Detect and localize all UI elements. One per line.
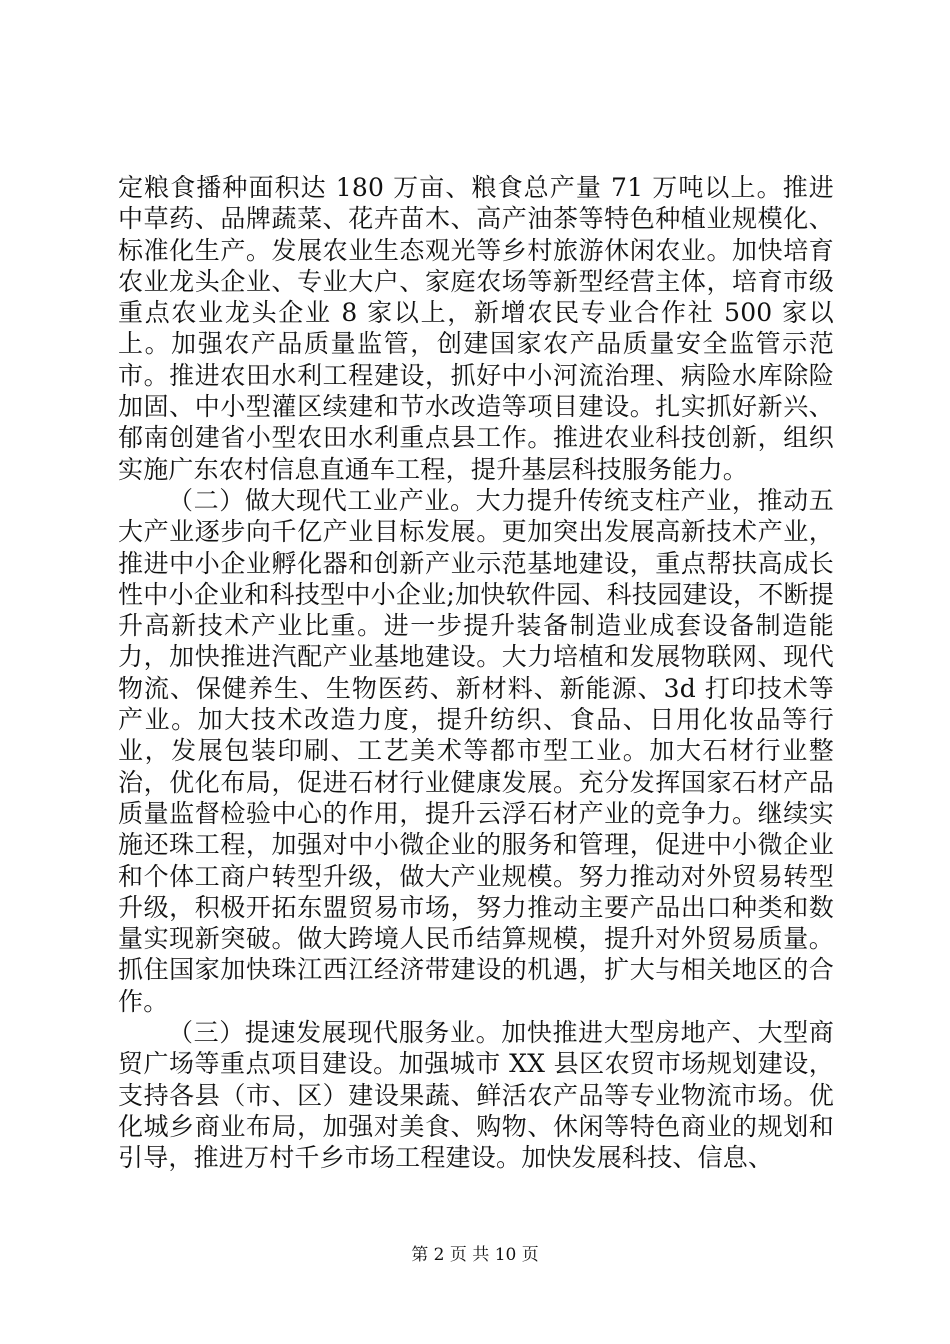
page-footer: 第 2 页 共 10 页 (411, 1245, 539, 1265)
paragraph-services: （三）提速发展现代服务业。加快推进大型房地产、大型商贸广场等重点项目建设。加强城市 XX 县区农贸市场规划建设，支持各县（市、区）建设果蔬、鲜活农产品等专业物流市场。优化城乡商业布局，加强对美食、购物、休闲等特色商业的规划和引导，推进万村千乡市场工程建设。加快发展科技、信息、 (118, 1018, 834, 1173)
paragraph-industry: （二）做大现代工业产业。大力提升传统支柱产业，推动五大产业逐步向千亿产业目标发展。更加突出发展高新技术产业，推进中小企业孵化器和创新产业示范基地建设，重点帮扶高成长性中小企业和科技型中小企业;加快软件园、科技园建设，不断提升高新技术产业比重。进一步提升装备制造业成套设备制造能力，加快推进汽配产业基地建设。大力培植和发展物联网、现代物流、保健养生、生物医药、新材料、新能源、3d 打印技术等产业。加大技术改造力度，提升纺织、食品、日用化妆品等行业，发展包装印刷、工艺美术等都市型工业。加大石材行业整治，优化布局，促进石材行业健康发展。充分发挥国家石材产品质量监督检验中心的作用，提升云浮石材产业的竞争力。继续实施还珠工程，加强对中小微企业的服务和管理，促进中小微企业和个体工商户转型升级，做大产业规模。努力推动对外贸易转型升级，积极开拓东盟贸易市场，努力推动主要产品出口种类和数量实现新突破。做大跨境人民币结算规模，提升对外贸易质量。抓住国家加快珠江西江经济带建设的机遇，扩大与相关地区的合作。 (118, 485, 834, 1016)
paragraph-agriculture: 定粮食播种面积达 180 万亩、粮食总产量 71 万吨以上。推进中草药、品牌蔬菜、花卉苗木、高产油茶等特色种植业规模化、标准化生产。发展农业生态观光等乡村旅游休闲农业。加快培育农业龙头企业、专业大户、家庭农场等新型经营主体，培育市级重点农业龙头企业 8 家以上，新增农民专业合作社 500 家以上。加强农产品质量监管，创建国家农产品质量安全监管示范市。推进农田水利工程建设，抓好中小河流治理、病险水库除险加固、中小型灌区续建和节水改造等项目建设。扎实抓好新兴、郁南创建省小型农田水利重点县工作。推进农业科技创新，组织实施广东农村信息直通车工程，提升基层科技服务能力。 (118, 173, 834, 484)
document-body (118, 172, 834, 1174)
